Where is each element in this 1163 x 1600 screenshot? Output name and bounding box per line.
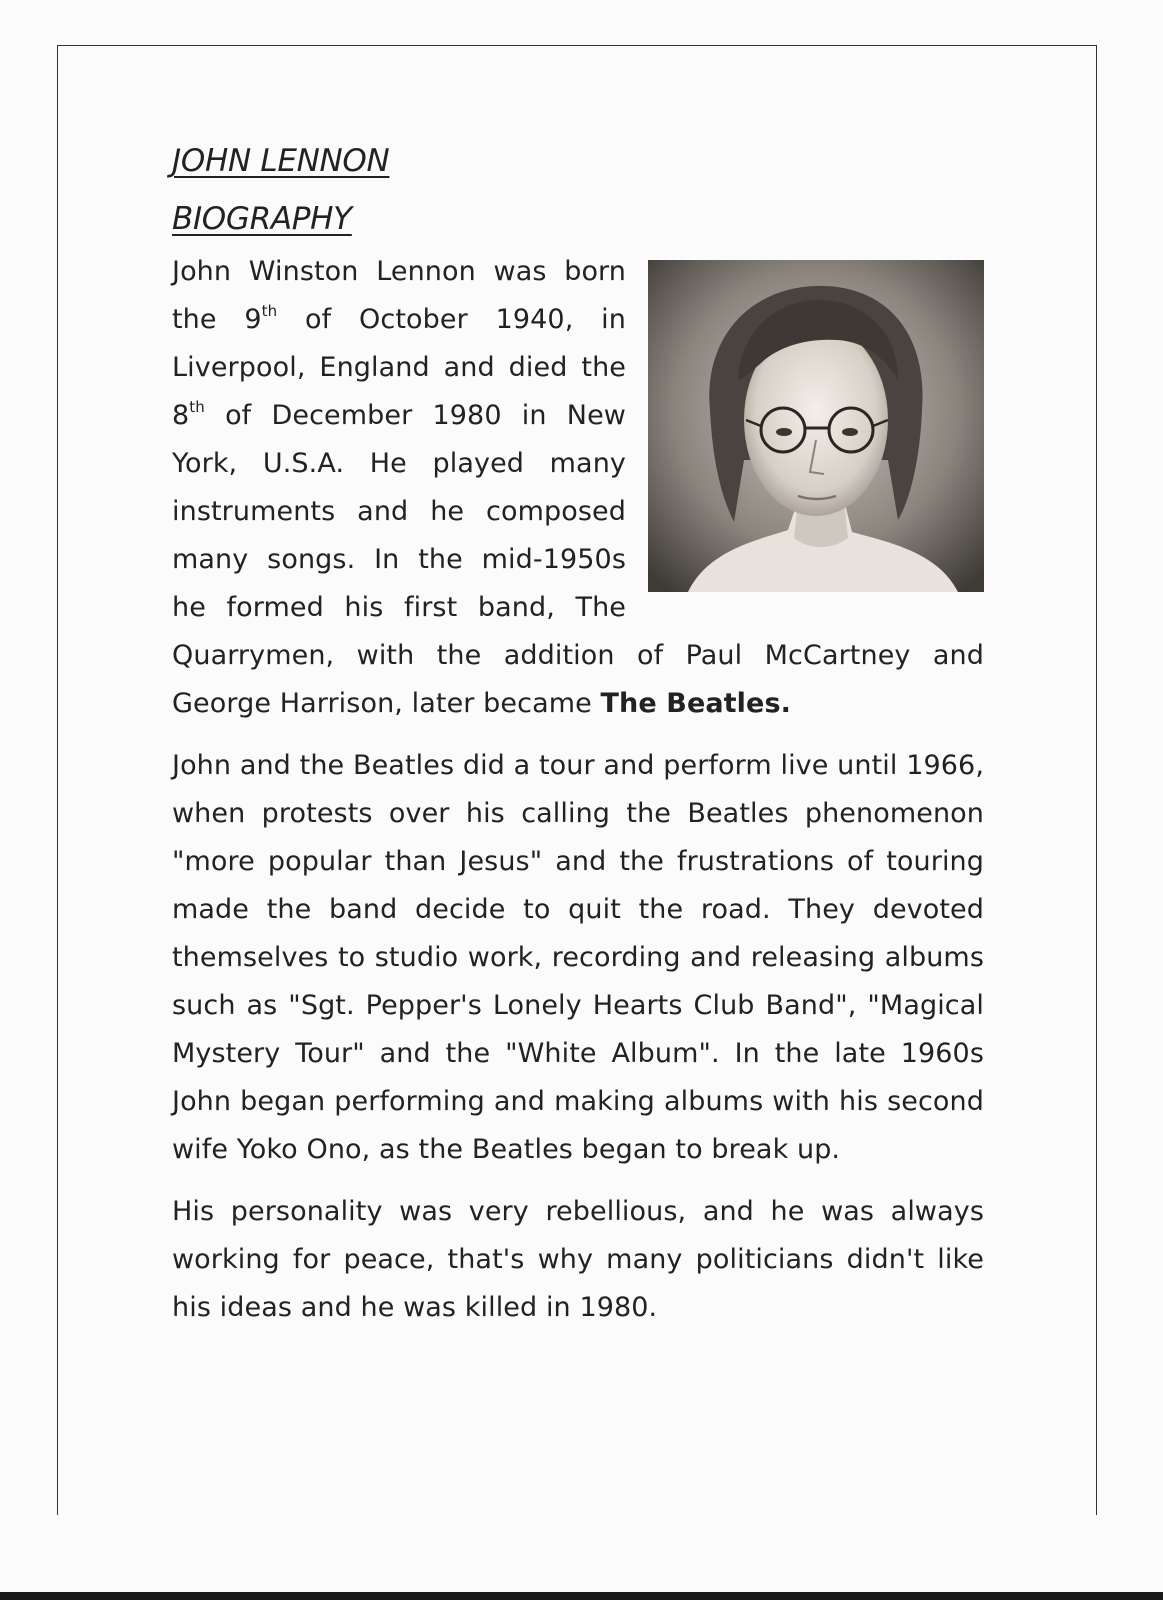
- john-lennon-portrait: [648, 260, 984, 592]
- ordinal-suffix: th: [189, 398, 205, 416]
- title-line-2: BIOGRAPHY: [172, 201, 352, 237]
- title-line-1: JOHN LENNON: [172, 143, 390, 179]
- paragraph-1-text-c: of December 1980 in New York, U.S.A. He played many instruments and he composed many songs. In the mid-1950s he formed his first band, The Quarrymen, with the addition of Paul McCartney and George Harrison, later became: [172, 400, 984, 719]
- paragraph-1-text-a: John Winston Lennon was born the 9: [172, 256, 626, 335]
- paragraph-3: His personality was very rebellious, and he was always working for peace, that's why many politicians didn't like his ideas and he was killed in 1980.: [172, 1196, 984, 1323]
- scan-edge: [0, 1592, 1163, 1600]
- ordinal-suffix: th: [261, 302, 278, 320]
- band-name-bold: The Beatles.: [600, 688, 791, 719]
- paragraph-1-text-b: of October 1940, in Liverpool, England and died the 8: [172, 304, 626, 431]
- biography-content: [172, 132, 984, 1346]
- paragraph-2: John and the Beatles did a tour and perform live until 1966, when protests over his calling the Beatles phenomenon "more popular than Jesus" and the frustrations of touring made the band decide to quit the road. They devoted themselves to studio work, recording and releasing albums such as "Sgt. Pepper's Lonely Hearts Club Band", "Magical Mystery Tour" and the "White Album". In the late 1960s John began performing and making albums with his second wife Yoko Ono, as the Beatles began to break up.: [172, 750, 984, 1165]
